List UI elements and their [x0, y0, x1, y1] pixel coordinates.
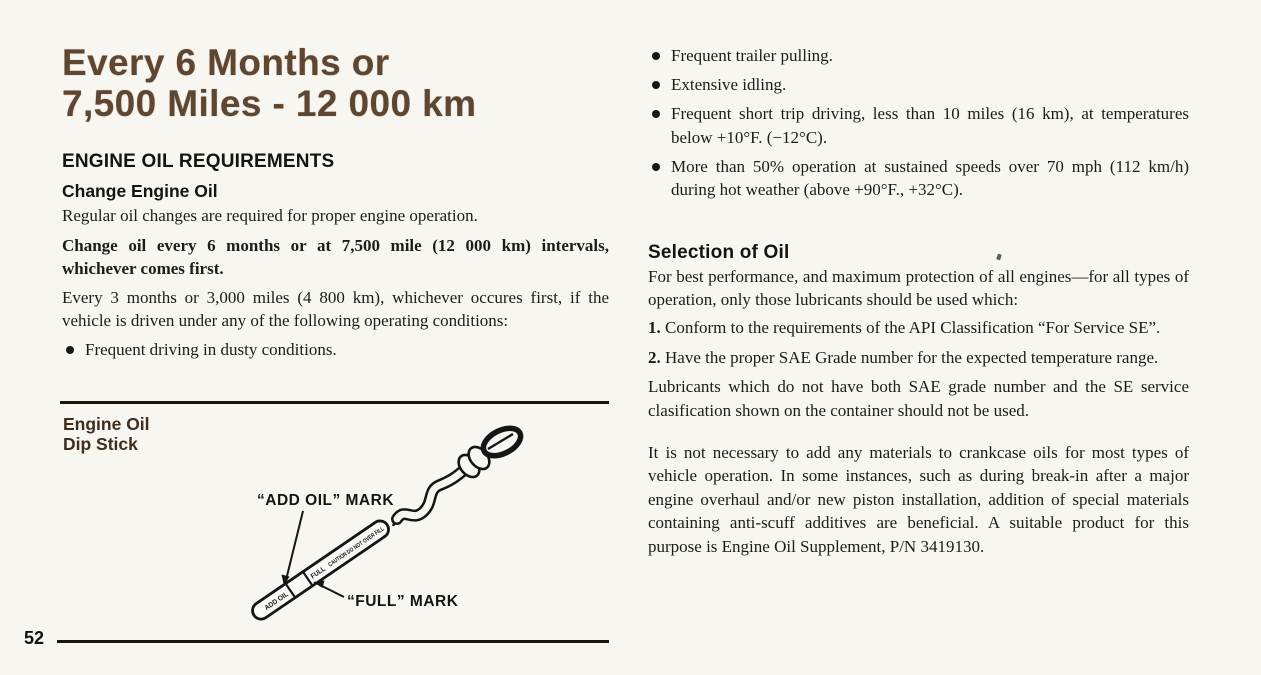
paragraph-severe-conditions: Every 3 months or 3,000 miles (4 800 km), whichever occures first, if the vehicle is driven under any of the following operating conditions: [62, 287, 609, 330]
bullet-text: More than 50% operation at sustained speeds over 70 mph (112 km/h) during hot weather (above +90°F., +32°C). [671, 156, 1189, 199]
figure-caption-line1: Engine Oil [63, 414, 150, 434]
add-oil-mark-label: “ADD OIL” MARK [257, 492, 395, 509]
numbered-item-1 [648, 316, 1189, 340]
paragraph-lubricants: Lubricants which do not have both SAE grade number and the SE service clasification shown on the container should not be used. [648, 377, 1189, 420]
bullet-text: Frequent trailer pulling. [671, 46, 833, 65]
page-number: 52 [24, 628, 45, 648]
page-title-line2: 7,500 Miles - 12 000 km [62, 83, 477, 124]
section-heading-selection-of-oil: Selection of Oil [648, 241, 790, 263]
paragraph-regular-oil-changes: Regular oil changes are required for proper engine operation. [62, 206, 478, 225]
numbered-item-2 [648, 346, 1189, 370]
paragraph-selection-intro: For best performance, and maximum protection of all engines—for all types of operation, only those lubricants should be used which: [648, 266, 1189, 309]
subheading-change-engine-oil: Change Engine Oil [62, 181, 218, 201]
bullet-item [648, 155, 1189, 202]
right-bullet-list [648, 44, 1189, 202]
dipstick-figure [60, 418, 620, 643]
bullet-item [648, 73, 1189, 97]
numbered-item-2-text: Have the proper SAE Grade number for the expected temperature range. [665, 348, 1159, 367]
bullet-item [62, 338, 609, 362]
paragraph-additives: It is not necessary to add any materials to crankcase oils for most types of vehicle operation. In some instances, such as during break-in after a major engine overhaul and/or new piston installation, addition of special materials containing anti-scuff additives are beneficial. A suitable product for this purpose is Engine Oil Supplement, P/N 3419130. [648, 442, 1189, 556]
add-oil-callout-line [287, 511, 303, 576]
bullet-dot [652, 52, 660, 60]
bullet-text: Frequent driving in dusty conditions. [85, 339, 337, 359]
left-column [62, 42, 609, 361]
bullet-text: Extensive idling. [671, 75, 787, 94]
bullet-dot [66, 346, 74, 354]
stick-caution-text: CAUTION DO NOT OVER FILL [327, 515, 402, 569]
left-bullet-list [62, 338, 609, 362]
paragraph-change-interval-bold: Change oil every 6 months or at 7,500 mile (12 000 km) intervals, whichever comes first. [62, 235, 609, 278]
bullet-dot [652, 81, 660, 89]
stick-full-text: FULL [309, 564, 329, 581]
numbered-item-2-number: 2. [648, 348, 661, 367]
full-mark-label: “FULL” MARK [347, 593, 459, 610]
bullet-dot [652, 163, 660, 171]
bullet-item [648, 44, 1189, 68]
right-column [648, 44, 1189, 558]
stick-add-oil-text: ADD OIL [263, 590, 292, 613]
bullet-dot [652, 110, 660, 118]
bullet-text: Frequent short trip driving, less than 10 miles (16 km), at temperatures below +10°F. (−12°C). [671, 104, 1189, 147]
dipstick-loop-handle [479, 423, 525, 462]
page-title [62, 42, 609, 124]
bullet-item [648, 102, 1189, 149]
footer-rule [57, 640, 609, 643]
figure-caption-line2: Dip Stick [63, 434, 138, 454]
section-heading-engine-oil-requirements: ENGINE OIL REQUIREMENTS [62, 151, 335, 172]
numbered-item-1-number: 1. [648, 317, 661, 337]
figure-top-rule [60, 401, 609, 404]
numbered-item-1-text: Conform to the requirements of the API Classification “For Service SE”. [665, 317, 1161, 337]
full-callout-line [322, 586, 344, 597]
page-title-line1: Every 6 Months or [62, 42, 390, 83]
